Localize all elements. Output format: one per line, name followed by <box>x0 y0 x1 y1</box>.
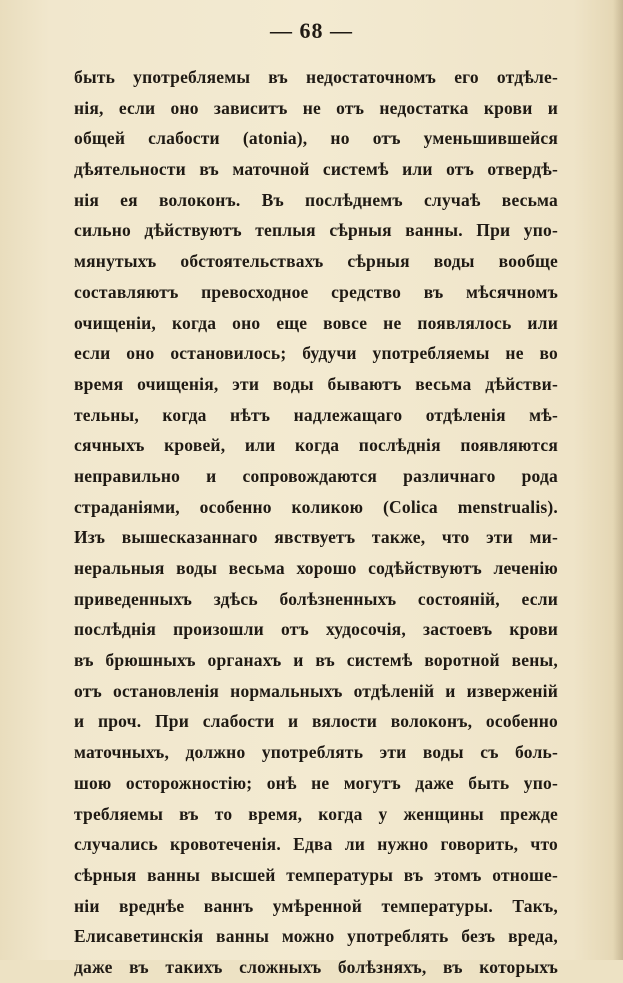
text-line: нія, если оно зависитъ не отъ недостатка крови и <box>74 97 558 118</box>
text-line: страданіями, особенно коликою (Colica menstrualis). <box>74 496 558 517</box>
text-line: даже въ такихъ сложныхъ болѣзняхъ, въ которыхъ <box>74 956 558 977</box>
text-line: тельны, когда нѣтъ надлежащаго отдѣленія мѣ- <box>74 404 558 425</box>
text-line: маточныхъ, должно употреблять эти воды съ боль- <box>74 742 558 763</box>
text-line: время очищенія, эти воды бываютъ весьма дѣйстви- <box>74 373 558 394</box>
page-number: — 68 — <box>270 18 353 43</box>
page-edge-shadow <box>613 0 623 960</box>
text-line: неральныя воды весьма хорошо содѣйствуютъ леченію <box>74 558 558 578</box>
body-text <box>74 62 558 983</box>
text-line: требляемы въ то время, когда у женщины прежде <box>74 803 558 824</box>
text-line: ніи вреднѣе ваннъ умѣренной температуры. Такъ, <box>74 895 558 916</box>
text-line: составляютъ превосходное средство въ мѣсячномъ <box>74 281 558 302</box>
text-line: приведенныхъ здѣсь болѣзненныхъ состояній, если <box>74 588 558 609</box>
text-line: если оно остановилось; будучи употребляемы не во <box>74 343 558 364</box>
text-line: послѣднія произошли отъ худосочія, застоевъ крови <box>74 619 558 640</box>
text-line: и проч. При слабости и вялости волоконъ, особенно <box>74 711 558 732</box>
text-line: Изъ вышесказаннаго явствуетъ также, что эти ми- <box>74 527 558 548</box>
text-line: въ брюшныхъ органахъ и въ системѣ воротной вены, <box>74 650 558 671</box>
text-line: отъ остановленія нормальныхъ отдѣленій и изверженій <box>74 680 558 701</box>
text-line: неправильно и сопровождаются различнаго рода <box>74 465 558 486</box>
text-line: шою осторожностію; онѣ не могутъ даже быть упо- <box>74 772 558 793</box>
text-line: дѣятельности въ маточной системѣ или отъ отвердѣ- <box>74 159 558 180</box>
text-line: общей слабости (atonia), но отъ уменьшившейся <box>74 128 558 149</box>
text-line: сячныхъ кровей, или когда послѣднія появляются <box>74 435 558 456</box>
text-line: мянутыхъ обстоятельствахъ сѣрныя воды вообще <box>74 251 558 272</box>
text-line: быть употребляемы въ недостаточномъ его отдѣле- <box>74 67 558 87</box>
text-line: случались кровотеченія. Едва ли нужно говорить, что <box>74 834 558 855</box>
text-line: сильно дѣйствуютъ теплыя сѣрныя ванны. При упо- <box>74 220 558 241</box>
text-line: очищеніи, когда оно еще вовсе не появлялось или <box>74 312 558 333</box>
text-line: нія ея волоконъ. Въ послѣднемъ случаѣ весьма <box>74 189 558 210</box>
text-line: Елисаветинскія ванны можно употреблять безъ вреда, <box>74 926 558 947</box>
text-line: сѣрныя ванны высшей температуры въ этомъ отноше- <box>74 864 558 885</box>
